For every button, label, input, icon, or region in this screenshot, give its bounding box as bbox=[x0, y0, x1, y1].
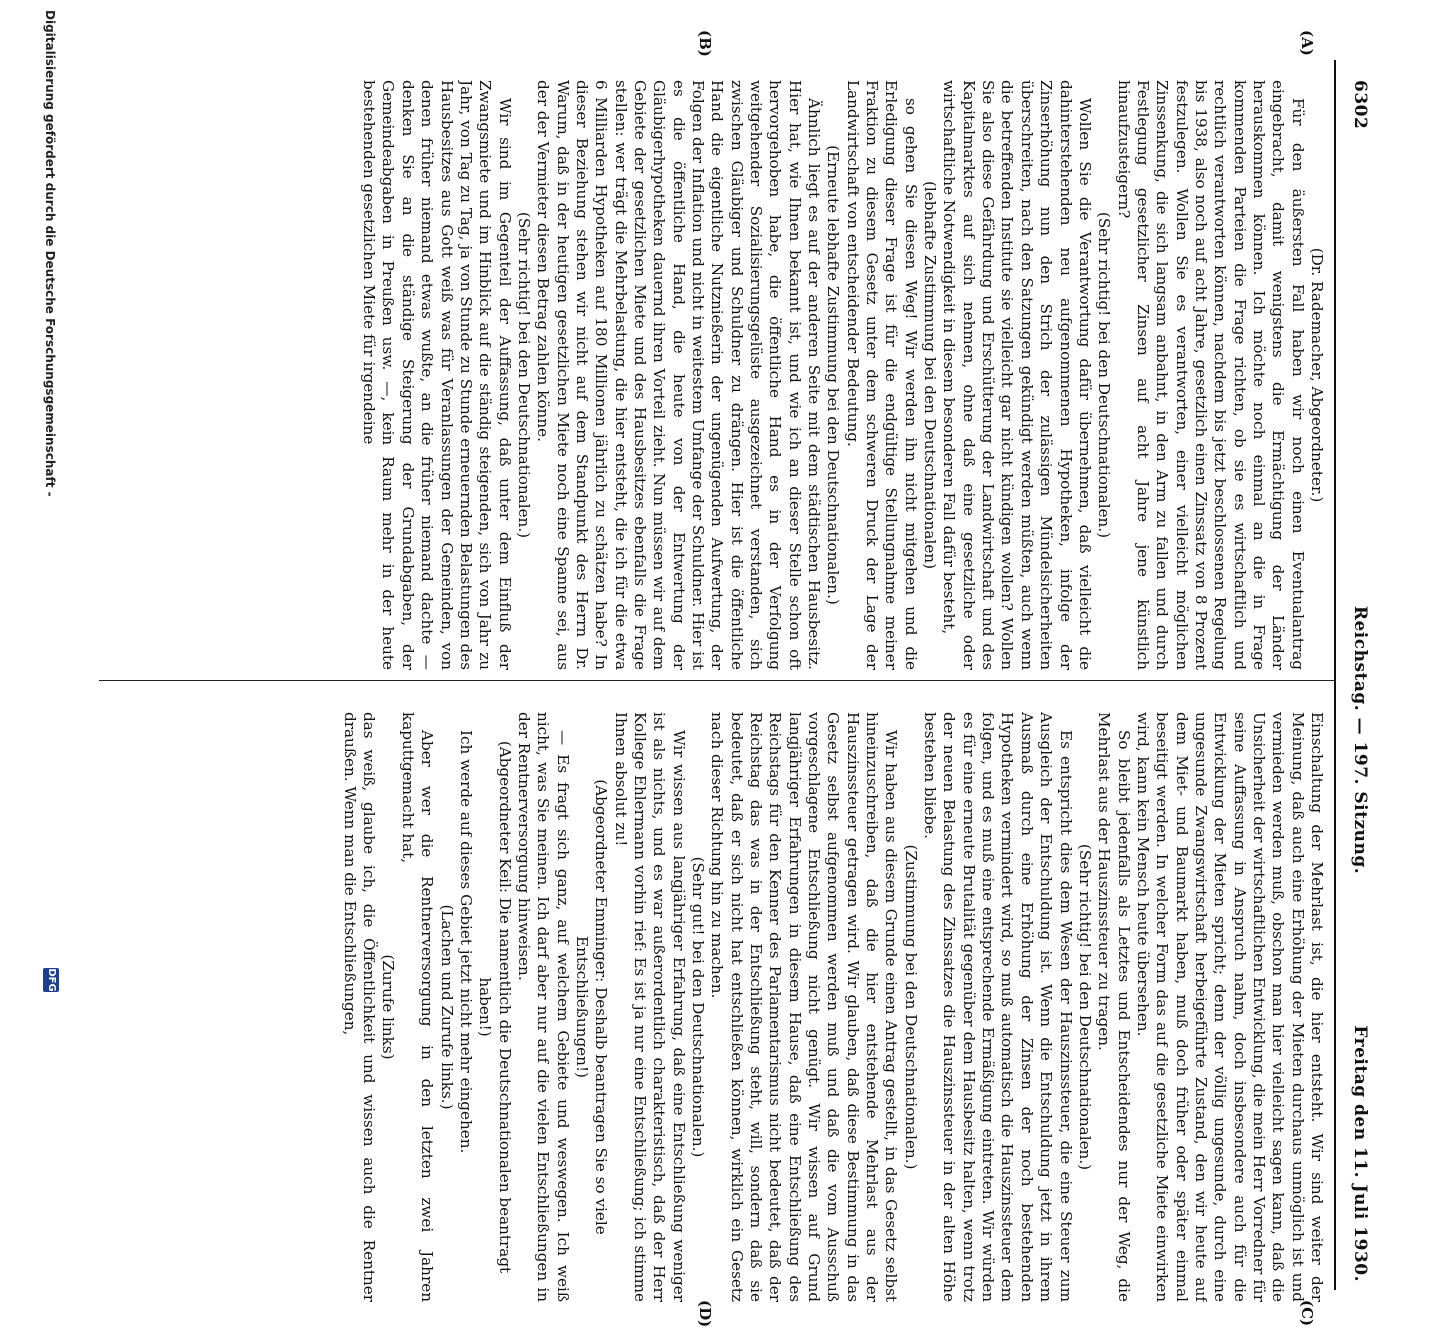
paragraph: Einschaltung der Mehrlast ist, die hier entsteht. Wir sind weiter der Meinung, daß auch eine Erhöhung der Mieten durchaus unmöglich ist und vermieden werden muß, obschon man hier vielleicht sagen kann, daß die Unsicherheit der wirtschaftlichen Entwicklung, die mein Herr Vorredner für seine Auffassung in Anspruch nahm, doch insbesondere auch für die Entwicklung der Mieten spricht; denn der völlig ungesunde, durch eine ungesunde Zwangswirtschaft herbeigeführte Zustand, den wir heute auf dem Miet- und Baumarkt haben, muß doch früher oder später einmal beseitigt werden. In welcher Form das auf die gesetzliche Miete einwirken wird, kann kein Mensch heute übersehen. bbox=[1133, 712, 1326, 1302]
right-column bbox=[106, 712, 1326, 1302]
session-date: Freitag den 11. Juli 1930. bbox=[1350, 1025, 1370, 1282]
credit-text: Digitalisierung gefördert durch die Deutsche Forschungsgemeinschaft - bbox=[43, 10, 57, 497]
speaker-line: (Dr. Rademacher, Abgeordneter.) bbox=[1308, 247, 1326, 503]
interjection: (Zustimmung bei den Deutschnationalen.) bbox=[901, 844, 920, 1170]
interjection: (Sehr richtig! bei den Deutschnationalen.) bbox=[1095, 211, 1114, 539]
column-divider bbox=[99, 680, 1334, 681]
margin-marker-b: (B) bbox=[696, 30, 714, 57]
interjection: (Sehr richtig! bei den Deutschnationalen.) bbox=[1075, 843, 1094, 1171]
interjection: (Lachen und Zurufe links.) bbox=[437, 904, 456, 1110]
margin-marker-c: (C) bbox=[1298, 1300, 1316, 1327]
paragraph: Wir wissen aus langjähriger Erfahrung, daß eine Entschließung weniger ist als nichts, und es war außerordentlich charakteristisch, daß der Herr Kollege Ehlermann vorhin rief: Es ist ja nur eine Entschließung; ich stimme Ihnen absolut zu! bbox=[611, 712, 688, 1302]
margin-marker-a: (A) bbox=[1298, 30, 1316, 56]
paragraph: Wir sind im Gegenteil der Auffassung, daß unter dem Einfluß der Zwangsmiete und im Hinblick auf die ständig steigenden, sich von Jahr zu Jahr, von Tag zu Tag, ja von Stunde zu Stunde erneuernden Belastungen des Hausbesitzes aus Gott weiß was für Veranlassungen der Gemeinden, von denen früher niemand etwas wußte, an die früher niemand dachte — denken Sie an die ständige Steigerung der Grundabgaben, der Gemeindeabgaben in Preußen usw. —, kein Raum mehr in der heute bestehenden gesetzlichen Miete für irgendeine bbox=[360, 80, 514, 670]
paragraph: Ähnlich liegt es auf der anderen Seite mit dem städtischen Hausbesitz. Hier hat, wie Ihnen bekannt ist, und wie ich an dieser Stelle schon oft hervorgehoben habe, die öffentliche Hand es in der Verfolgung weitgehender Sozialisierungsgelüste ausgezeichnet verstanden, sich zwischen Gläubiger und Schuldner zu drängen. Hier ist die öffentliche Hand die eigentliche Nutznießerin der ungenügenden Aufwertung, der Folgen der Inflation und nicht in weitestem Umfange der Schuldner. Hier ist es die öffentliche Hand, die heute von der Entwertung der Gläubigerhypotheken dauernd ihren Vorteil zieht. Nun müssen wir auf dem Gebiete der gesetzlichen Miete und des Hausbesitzes ebenfalls die Frage stellen: wer trägt die Mehrbelastung, die hier entsteht, die ich für die etwa 6 Milliarden Hypotheken auf 180 Millionen jährlich zu schätzen habe? In dieser Beziehung stehen wir nicht auf dem Standpunkt des Herrn Dr. Warum, daß in der heutigen gesetzlichen Miete noch eine Spanne sei, aus der der Vermieter diesen Betrag zahlen könne. bbox=[534, 80, 824, 670]
interjection: (Sehr gut! bei den Deutschnationalen.) bbox=[689, 856, 707, 1158]
paragraph: Ich werde auf dieses Gebiet jetzt nicht mehr eingehen. bbox=[456, 730, 475, 1154]
paragraph: Aber wer die Rentnerversorgung in den letzten zwei Jahren kaputtgemacht hat, bbox=[398, 712, 437, 1302]
interjection: (Erneute lebhafte Zustimmung bei den Deutschnationalen.) bbox=[824, 145, 843, 605]
interjection: (Zurufe links) bbox=[379, 954, 398, 1060]
margin-marker-d: (D) bbox=[696, 1300, 714, 1327]
paragraph: das weiß, glaube ich, die Öffentlichkeit und wissen auch die Rentner draußen. Wenn man die Entschließungen, bbox=[340, 712, 379, 1302]
interjection: (lebhafte Zustimmung bei den Deutschnationalen) bbox=[921, 180, 940, 570]
paragraph: — Es fragt sich ganz, auf welchem Gebiete und weswegen. Ich weiß nicht, was Sie meinen. Ich darf aber nur auf die vielen Entschließungen in der Rentnerversorgung hinweisen. bbox=[514, 712, 572, 1302]
paragraph: Es entspricht dies dem Wesen der Hauszinssteuer, die eine Steuer zum Ausgleich der Entschuldung ist. Wenn die Entschuldung jetzt in ihrem Ausmaß durch eine Erhöhung der Zinsen der noch bestehenden Hypotheken vermindert wird, so muß automatisch die Hauszinssteuer dem folgen, und es muß eine entsprechende Ermäßigung eintreten. Wir würden es für eine erneute Brutalität gegenüber dem Hausbesitz halten, wenn trotz der neuen Belastung des Zinssatzes die Hauszinssteuer in der alten Höhe bestehen bliebe. bbox=[921, 712, 1075, 1302]
paragraph: Wollen Sie die Verantwortung dafür übernehmen, daß vielleicht die dahinterstehenden neu aufgenommenen Hypotheken, infolge der Zinserhöhung nun den Strich der zulässigen Mündelsicherheiten überschreiten, nach den Satzungen gekündigt werden müßten, auch wenn die betreffenden Institute sie vielleicht gar nicht kündigen wollen? Wollen Sie also diese Gefährdung und Erschütterung der Landwirtschaft und des Kapitalmarktes auf sich nehmen, ohne daß eine gesetzliche oder wirtschaftliche Notwendigkeit in diesem besonderen Fall dafür besteht, bbox=[940, 80, 1094, 670]
interjection: (Abgeordneter Keil: Die namentlich die Deutschnationalen beantragt haben!) bbox=[476, 740, 514, 1274]
page-number: 6302 bbox=[1350, 80, 1370, 130]
left-column bbox=[106, 80, 1326, 670]
paragraph: so gehen Sie diesen Weg! Wir werden ihn nicht mitgehen und die Erledigung dieser Frage ist für die endgültige Stellungnahme meiner Fraktion zu diesem Gesetz unter dem schweren Druck der Lage der Landwirtschaft von entscheidender Bedeutung. bbox=[843, 80, 920, 670]
paragraph: Für den äußersten Fall haben wir noch einen Eventualantrag eingebracht, damit wenigstens die Ermächtigung der Länder herauskommen können. Ich möchte noch einmal an die in Frage kommenden Parteien die Frage richten, ob sie es wirtschaftlich und rechtlich verantworten können, nachdem bis jetzt beschlossenen Regelung bis 1938, also noch auf acht Jahre, gesetzlich einen Zinssatz von 8 Prozent festzulegen. Wollen Sie es verantworten, einer vielleicht möglichen Zinssenkung, die sich langsam anbahnt, in den Arm zu fallen und durch Festlegung gesetzlicher Zinsen auf acht Jahre jene künstlich hinaufzusteigern? bbox=[1114, 80, 1307, 670]
dfg-logo: DFG bbox=[43, 968, 59, 992]
interjection: (Sehr richtig! bei den Deutschnationalen.) bbox=[514, 211, 533, 539]
interjection: (Abgeordneter Emminger: Deshalb beantragen Sie so viele Entschließungen!) bbox=[572, 779, 611, 1235]
page-header bbox=[1334, 60, 1376, 1290]
paragraph: Wir haben aus diesem Grunde einen Antrag gestellt, in das Gesetz selbst hineinzuschreiben, daß die hier entstehende Mehrlast aus der Hauszinssteuer getragen wird. Wir glauben, daß diese Bestimmung in das Gesetz selbst aufgenommen werden muß und daß die vom Ausschuß vorgeschlagene Entschließung nicht genügt. Wir wissen auf Grund langjähriger Erfahrungen in diesem Hause, daß eine Entschließung des Reichstags für den Kenner des Parlamentarismus nicht bedeutet, daß der Reichstag das was in der Entschließung steht, will, sondern daß sie bedeutet, daß er sich nicht hat entschließen können, wirklich ein Gesetz nach dieser Richtung hin zu machen. bbox=[708, 712, 901, 1302]
digitization-credit bbox=[39, 0, 59, 1000]
paragraph: So bleibt jedenfalls als Letztes und Entscheidendes nur der Weg, die Mehrlast aus der Hauszinssteuer zu tragen. bbox=[1095, 712, 1133, 1302]
session-title: Reichstag. — 197. Sitzung. bbox=[1350, 605, 1370, 875]
